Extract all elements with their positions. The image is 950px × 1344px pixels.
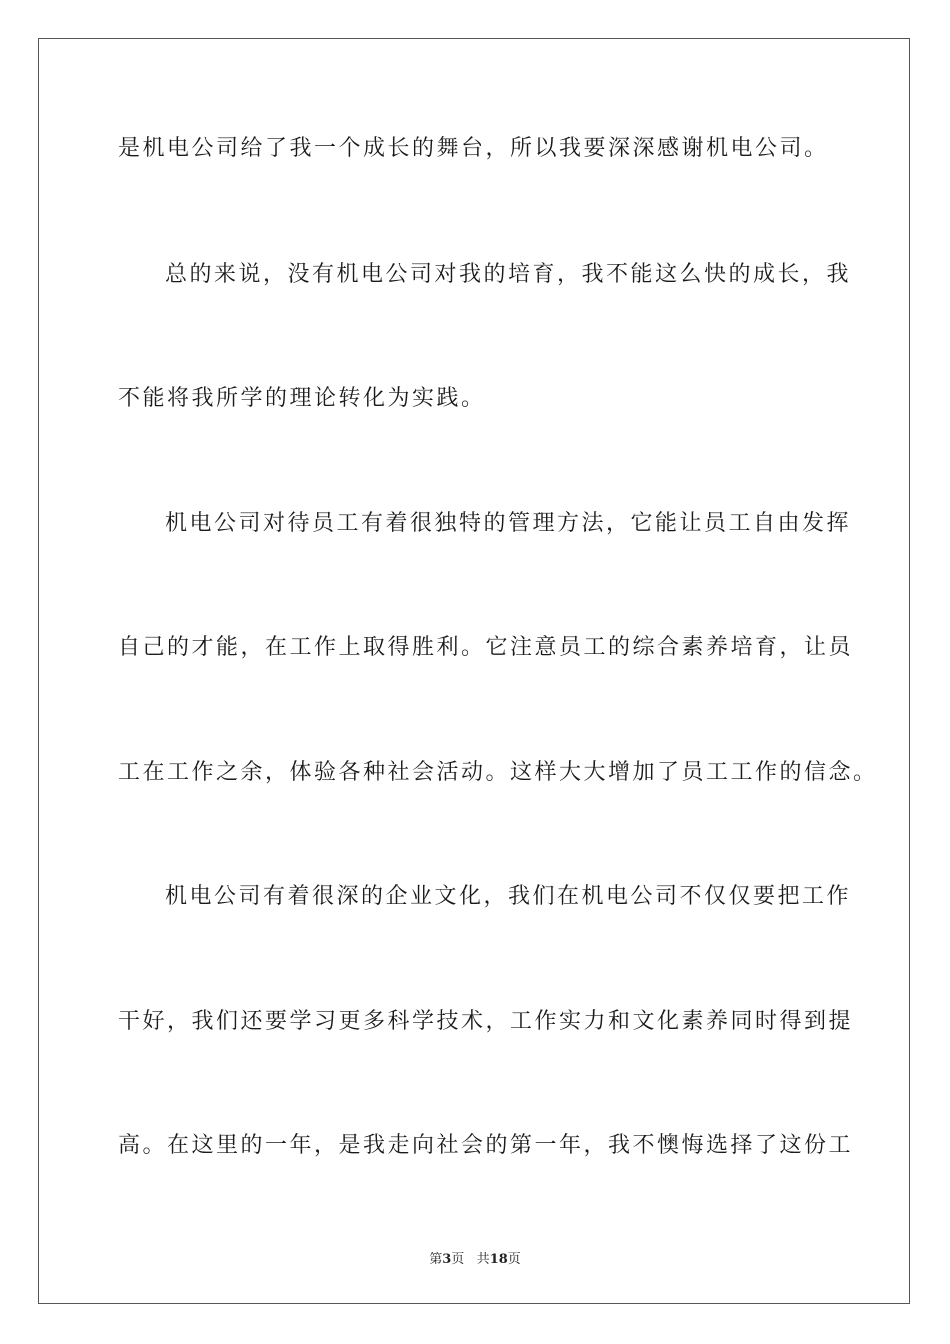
text-line-9: 高。在这里的一年，是我走向社会的第一年，我不懊悔选择了这份工: [118, 1133, 854, 1158]
footer-page-suffix: 页: [451, 1252, 465, 1267]
text-line-3: 不能将我所学的理论转化为实践。: [118, 386, 486, 411]
footer-page-number: 3: [442, 1252, 452, 1267]
text-line-8: 干好，我们还要学习更多科学技术，工作实力和文化素养同时得到提: [118, 1009, 854, 1034]
page-footer: [0, 1248, 950, 1267]
footer-total-prefix: 共: [476, 1252, 490, 1267]
text-line-5: 自己的才能，在工作上取得胜利。它注意员工的综合素养培育，让员: [118, 635, 854, 660]
text-line-2: 总的来说，没有机电公司对我的培育，我不能这么快的成长，我: [165, 262, 852, 287]
text-line-4: 机电公司对待员工有着很独特的管理方法，它能让员工自由发挥: [165, 511, 852, 536]
footer-page-prefix: 第: [429, 1252, 443, 1267]
text-line-1: 是机电公司给了我一个成长的舞台，所以我要深深感谢机电公司。: [118, 136, 829, 161]
text-line-7: 机电公司有着很深的企业文化，我们在机电公司不仅仅要把工作: [165, 884, 852, 909]
page-border: [38, 38, 910, 1304]
footer-total-suffix: 页: [507, 1252, 521, 1267]
footer-total-pages: 18: [489, 1252, 508, 1267]
text-line-6: 工在工作之余，体验各种社会活动。这样大大增加了员工工作的信念。: [118, 760, 878, 785]
